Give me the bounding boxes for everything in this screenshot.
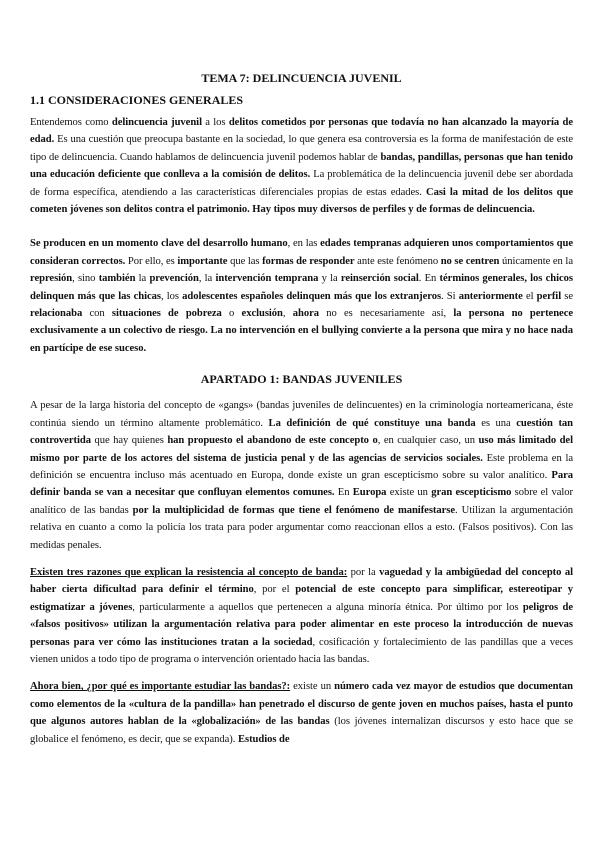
- text-run: , los: [161, 290, 183, 302]
- section-heading-consideraciones: 1.1 CONSIDERACIONES GENERALES: [30, 93, 244, 107]
- paragraph-3: [30, 397, 573, 554]
- page-title: TEMA 7: DELINCUENCIA JUVENIL: [201, 71, 402, 85]
- text-run: ,: [282, 308, 293, 320]
- text-run: perfil: [536, 290, 562, 302]
- text-run: , cosificación y fortalecimiento de las pandillas que a veces vienen unidos a todo tipo de programa o intervención orientado hacia las bandas.: [30, 636, 573, 665]
- text-run: a los: [201, 117, 229, 128]
- text-run: uso más limitado del mismo por parte de los actores del sistema de justicia penal y de las agencias de servicios sociales.: [30, 435, 573, 464]
- text-run: , sino: [72, 273, 99, 285]
- text-run: Casi la mitad de los delitos que cometen jóvenes son delitos contra el patrimonio. Hay tipos muy diversos de perfiles y de formas de delincuencia.: [30, 186, 573, 216]
- text-run: , en las: [287, 238, 321, 250]
- text-run: La problemática de la delincuencia juvenil debe ser abordada de forma específica, atendiendo a las características diferenciales propias de estas edades.: [30, 169, 573, 198]
- text-run: Europa: [352, 487, 387, 499]
- text-run: . Utilizan la argumentación relativa en cuanto a como la policía los trata para poder argumentar como reaccionan ellos a esto. (Falsos positivos). Con las medidas penales.: [30, 504, 573, 551]
- text-run: gran escepticismo: [431, 487, 512, 499]
- text-run: adolescentes españoles delinquen más que los extranjeros: [182, 290, 442, 302]
- text-run: se: [561, 290, 573, 302]
- text-run: potencial de este concepto para simplificar, estereotipar y estigmatizar a jóvenes: [30, 584, 574, 613]
- text-run: la: [135, 273, 150, 285]
- text-run: sobre el valor analítico de las bandas: [30, 487, 574, 516]
- text-run: anteriormente: [458, 290, 523, 302]
- text-run: prevención: [149, 273, 199, 285]
- document-body: [30, 56, 573, 748]
- text-run: vaguedad y la ambigüedad del concepto al haber cierta dificultad para definir el término: [30, 566, 573, 596]
- text-run: términos generales, los chicos delinquen más que las chicas: [30, 273, 573, 302]
- text-run: A pesar de la larga historia del concepto de «gangs» (bandas juveniles de delincuentes) en la criminología norteamericana, éste continúa siendo un término altamente problemático.: [30, 400, 573, 429]
- text-run: peligros de «falsos positivos» utilizan la argumentación relativa para poder alimentar en este proceso la introducción de nuevas personas para ver cómo las instituciones tratan a la sociedad: [30, 601, 573, 648]
- text-run: La definición de qué constituye una banda: [268, 417, 476, 429]
- text-run: represión: [30, 273, 73, 285]
- text-run: intervención temprana: [215, 273, 319, 285]
- text-run: importante: [177, 255, 228, 267]
- text-run: Ahora bien, ¿por qué es importante estudiar las bandas?:: [30, 681, 291, 693]
- text-run: es una: [475, 417, 517, 429]
- text-run: , por el: [253, 584, 296, 596]
- text-run: delincuencia juvenil: [111, 117, 202, 128]
- section-heading-bandas: APARTADO 1: BANDAS JUVENILES: [200, 372, 403, 387]
- text-run: el: [522, 290, 537, 302]
- paragraph-1: [30, 114, 573, 218]
- text-run: Se producen en un momento clave del desarrollo humano: [30, 238, 288, 250]
- text-run: o: [221, 308, 242, 320]
- text-run: (los jóvenes internalizan discursos y esto hace que se globalice el fenómeno, es decir, que se expanda).: [30, 716, 573, 745]
- text-run: reinserción social: [340, 273, 419, 285]
- text-run: Es una cuestión que preocupa bastante en la sociedad, lo que genera esa controversia es la forma de manifestación de este tipo de delincuencia. Cuando hablamos de delincuencia juvenil podemos hablar de: [30, 134, 573, 163]
- text-run: Para definir banda se van a necesitar que confluyan elementos comunes.: [30, 469, 573, 499]
- text-run: existe un: [290, 681, 335, 693]
- text-run: existe un: [386, 487, 432, 499]
- text-run: que las: [227, 255, 263, 267]
- text-run: Existen tres razones que explican la resistencia al concepto de banda:: [30, 566, 348, 578]
- text-run: relacionaba: [30, 308, 83, 320]
- text-run: ante este fenómeno: [354, 255, 441, 267]
- text-run: En: [334, 487, 353, 499]
- text-run: no se centren: [440, 255, 500, 267]
- text-run: , particularmente a aquellos que pertenecen a alguna minoría étnica. Por último por los: [132, 601, 523, 613]
- text-run: únicamente en la: [499, 255, 573, 267]
- text-run: por la: [347, 566, 380, 578]
- text-run: situaciones de pobreza: [111, 308, 222, 320]
- text-run: bandas, pandillas, personas que han tenido una educación deficiente que conlleva a la comisión de delitos.: [30, 151, 574, 181]
- text-run: , la: [198, 273, 216, 285]
- text-run: Entendemos como: [30, 117, 112, 128]
- text-run: ahora: [292, 308, 320, 320]
- text-run: edades tempranas adquieren unos comportamientos que consideran correctos.: [30, 238, 573, 267]
- text-run: Por ello, es: [125, 255, 178, 267]
- text-run: Este problema en la definición se encuentra incluso más acentuado en Europa, donde existe un gran escepticismo sobre su valor analítico.: [30, 452, 573, 481]
- text-run: número cada vez mayor de estudios que documentan como elementos de la «cultura de la pandilla» han penetrado el discurso de gente joven en muchos países, hasta el punto que algunos autores hablan de la «globalización» de las bandas: [30, 681, 573, 728]
- text-run: . Si: [441, 290, 459, 302]
- text-run: han propuesto el abandono de este concepto o: [167, 435, 378, 447]
- text-run: no es necesariamente así,: [319, 308, 454, 320]
- text-run: la persona no pertenece exclusivamente a un colectivo de riesgo. La no intervención en el bullying convierte a la persona que mira y no hace nada en partícipe de ese suceso.: [30, 308, 574, 354]
- text-run: exclusión: [241, 308, 283, 320]
- text-run: por la multiplicidad de formas que tiene el fenómeno de manifestarse: [132, 504, 456, 516]
- text-run: también: [98, 273, 136, 285]
- text-run: y la: [318, 273, 341, 285]
- paragraph-4: [30, 564, 573, 668]
- text-run: que hay quienes: [90, 435, 168, 447]
- text-run: Estudios de: [237, 733, 290, 745]
- text-run: , en cualquier caso, un: [377, 435, 479, 447]
- paragraph-5: [30, 678, 573, 748]
- text-run: cuestión tan controvertida: [30, 417, 574, 447]
- paragraph-2: [30, 235, 573, 357]
- text-run: formas de responder: [262, 255, 355, 267]
- text-run: . En: [418, 273, 440, 285]
- text-run: con: [82, 308, 112, 320]
- text-run: delitos cometidos por personas que todavía no han alcanzado la mayoría de edad.: [30, 117, 573, 146]
